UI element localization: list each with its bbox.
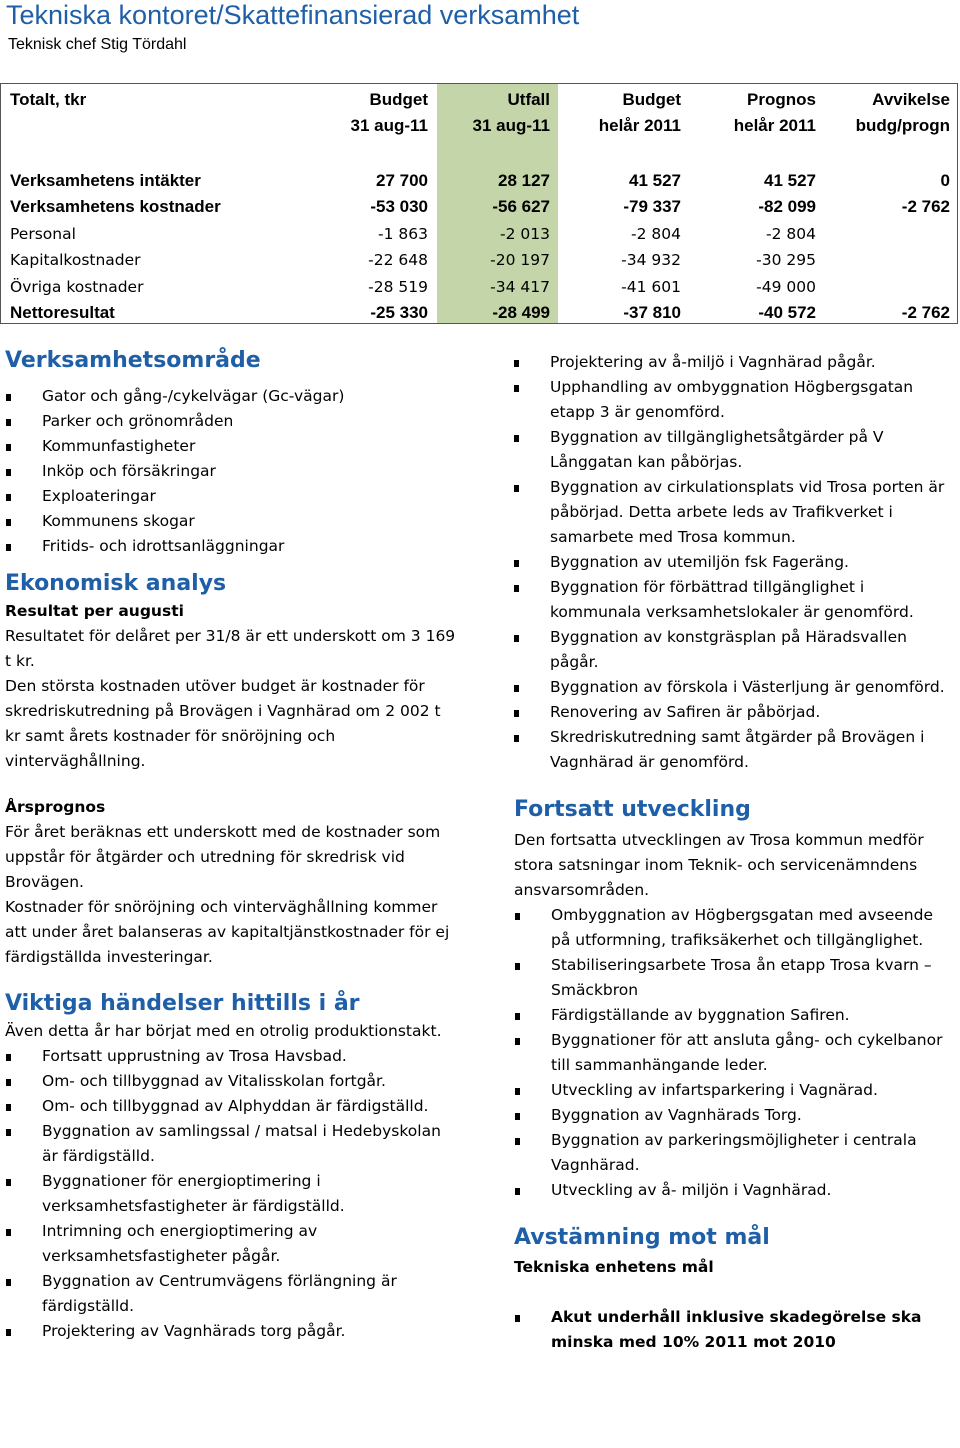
list-item: Om- och tillbyggnad av Alphyddan är färdigställd. <box>5 1094 460 1119</box>
table-cell: -30 295 <box>756 251 816 269</box>
bullet-icon <box>514 710 519 717</box>
list-item: Byggnation av cirkulationsplats vid Trosa porten är påbörjad. Detta arbete leds av Trafikverket i samarbete med Trosa kommun. <box>513 475 954 550</box>
verksamhet-heading: Verksamhetsområde <box>5 348 261 373</box>
resultat-text-2: Den största kostnaden utöver budget är kostnader för skredriskutredning på Brovägen i Vagnhärad om 2 002 t kr samt årets kostnader för snöröjning och vinterväghållning. <box>5 677 441 770</box>
header-cell: 31 aug-11 <box>350 116 428 135</box>
bullet-icon <box>515 1113 520 1120</box>
budget-table <box>0 83 960 326</box>
row-label: Nettoresultat <box>10 303 115 322</box>
table-cell: 28 127 <box>498 171 550 190</box>
resultat-heading: Resultat per augusti <box>5 602 184 620</box>
table-header-row-2 <box>0 113 960 139</box>
row-label: Övriga kostnader <box>10 278 144 296</box>
bullet-icon <box>6 1229 11 1236</box>
list-item: Parker och grönområden <box>5 409 460 434</box>
table-row <box>0 168 960 194</box>
row-label: Personal <box>10 225 76 243</box>
list-item: Byggnation av tillgänglighetsåtgärder på V Långgatan kan påbörjas. <box>513 425 954 475</box>
viktiga-intro: Även detta år har börjat med en otrolig produktionstakt. <box>5 1022 442 1040</box>
list-item: Byggnation av Vagnhärads Torg. <box>514 1103 954 1128</box>
bullet-icon <box>6 1279 11 1286</box>
list-item: Byggnation av Centrumvägens förlängning är färdigställd. <box>5 1269 460 1319</box>
prognos-text-2: Kostnader för snöröjning och vinterväghållning kommer att under året balanseras av kapitaltjänstkostnader för ej färdigställda investeringar. <box>5 898 450 966</box>
bullet-icon <box>6 1104 11 1111</box>
header-cell: helår 2011 <box>733 116 816 135</box>
projects-list <box>513 350 954 775</box>
mal-list <box>514 1305 954 1355</box>
list-item: Färdigställande av byggnation Safiren. <box>514 1003 954 1028</box>
list-item: Gator och gång-/cykelvägar (Gc-vägar) <box>5 384 460 409</box>
fortsatt-heading: Fortsatt utveckling <box>514 797 751 822</box>
list-item: Projektering av Vagnhärads torg pågår. <box>5 1319 460 1344</box>
header-cell: Budget <box>369 90 428 109</box>
bullet-icon <box>515 1315 520 1322</box>
table-cell: -2 762 <box>901 197 950 216</box>
bullet-icon <box>515 1013 520 1020</box>
table-cell: -22 648 <box>368 251 428 269</box>
row-label: Kapitalkostnader <box>10 251 141 269</box>
list-item: Byggnationer för energioptimering i verksamhetsfastigheter är färdigställd. <box>5 1169 460 1219</box>
bullet-icon <box>6 1079 11 1086</box>
list-item: Stabiliseringsarbete Trosa ån etapp Trosa kvarn – Smäckbron <box>514 953 954 1003</box>
mal-heading: Tekniska enhetens mål <box>514 1258 714 1276</box>
table-cell: -2 804 <box>631 225 681 243</box>
header-cell: Totalt, tkr <box>10 90 87 109</box>
header-cell: Budget <box>622 90 681 109</box>
list-item: Fritids- och idrottsanläggningar <box>5 534 460 559</box>
table-row <box>0 300 960 326</box>
bullet-icon <box>6 494 11 501</box>
row-label: Verksamhetens intäkter <box>10 171 201 190</box>
bullet-icon <box>515 1188 520 1195</box>
table-cell: -28 519 <box>368 278 428 296</box>
table-cell: -37 810 <box>623 303 681 322</box>
table-cell: -1 863 <box>378 225 428 243</box>
list-item: Akut underhåll inklusive skadegörelse ska minska med 10% 2011 mot 2010 <box>514 1305 954 1355</box>
table-cell: -41 601 <box>621 278 681 296</box>
list-item: Byggnation av utemiljön fsk Fageräng. <box>513 550 954 575</box>
bullet-icon <box>515 1088 520 1095</box>
table-cell: -25 330 <box>370 303 428 322</box>
list-item: Renovering av Safiren är påbörjad. <box>513 700 954 725</box>
table-cell: -79 337 <box>623 197 681 216</box>
row-label: Verksamhetens kostnader <box>10 197 221 216</box>
list-item: Byggnation av parkeringsmöjligheter i centrala Vagnhärad. <box>514 1128 954 1178</box>
table-cell: -2 762 <box>901 303 950 322</box>
list-item: Kommunfastigheter <box>5 434 460 459</box>
table-row <box>0 221 960 247</box>
bullet-icon <box>6 1179 11 1186</box>
header-cell: 31 aug-11 <box>472 116 550 135</box>
table-row <box>0 274 960 300</box>
list-item: Byggnation av konstgräsplan på Häradsvallen pågår. <box>513 625 954 675</box>
bullet-icon <box>514 635 519 642</box>
bullet-icon <box>514 360 519 367</box>
header-cell: helår 2011 <box>598 116 681 135</box>
table-row <box>0 247 960 273</box>
list-item: Byggnationer för att ansluta gång- och cykelbanor till sammanhängande leder. <box>514 1028 954 1078</box>
table-cell: -28 499 <box>492 303 550 322</box>
table-cell: 41 527 <box>629 171 681 190</box>
bullet-icon <box>515 1038 520 1045</box>
list-item: Ombyggnation av Högbergsgatan med avseende på utformning, trafiksäkerhet och tillgänglighet. <box>514 903 954 953</box>
table-cell: -2 013 <box>500 225 550 243</box>
prognos-text-1: För året beräknas ett underskott med de kostnader som uppstår för åtgärder och utredning för skredrisk vid Brovägen. <box>5 823 441 891</box>
table-cell: 41 527 <box>764 171 816 190</box>
table-cell: -2 804 <box>766 225 816 243</box>
avstamning-heading: Avstämning mot mål <box>514 1225 770 1250</box>
list-item: Intrimning och energioptimering av verksamhetsfastigheter pågår. <box>5 1219 460 1269</box>
bullet-icon <box>515 1138 520 1145</box>
bullet-icon <box>515 913 520 920</box>
bullet-icon <box>6 419 11 426</box>
table-cell: 0 <box>940 171 950 190</box>
bullet-icon <box>514 685 519 692</box>
table-cell: 27 700 <box>376 171 428 190</box>
ekonomisk-heading: Ekonomisk analys <box>5 571 227 596</box>
bullet-icon <box>6 1129 11 1136</box>
viktiga-list <box>5 1044 460 1344</box>
header-cell: Avvikelse <box>872 90 950 109</box>
list-item: Exploateringar <box>5 484 460 509</box>
table-cell: -82 099 <box>758 197 816 216</box>
list-item: Byggnation av samlingssal / matsal i Hedebyskolan är färdigställd. <box>5 1119 460 1169</box>
table-cell: -53 030 <box>370 197 428 216</box>
bullet-icon <box>514 485 519 492</box>
table-border-top <box>0 83 958 84</box>
table-row <box>0 194 960 220</box>
bullet-icon <box>514 435 519 442</box>
page-subtitle: Teknisk chef Stig Tördahl <box>8 36 187 53</box>
page-title: Tekniska kontoret/Skattefinansierad verksamhet <box>6 0 580 30</box>
bullet-icon <box>514 735 519 742</box>
table-header-row-1 <box>0 87 960 113</box>
table-cell: -34 932 <box>621 251 681 269</box>
bullet-icon <box>6 444 11 451</box>
viktiga-heading: Viktiga händelser hittills i år <box>5 991 360 1016</box>
list-item: Byggnation av förskola i Västerljung är genomförd. <box>513 675 954 700</box>
bullet-icon <box>6 469 11 476</box>
table-cell: -34 417 <box>490 278 550 296</box>
list-item: Byggnation för förbättrad tillgänglighet i kommunala verksamhetslokaler är genomförd. <box>513 575 954 625</box>
table-cell: -40 572 <box>758 303 816 322</box>
list-item: Projektering av å-miljö i Vagnhärad pågår. <box>513 350 954 375</box>
table-cell: -20 197 <box>490 251 550 269</box>
bullet-icon <box>514 385 519 392</box>
bullet-icon <box>514 585 519 592</box>
table-cell: -56 627 <box>492 197 550 216</box>
bullet-icon <box>6 1054 11 1061</box>
bullet-icon <box>6 544 11 551</box>
bullet-icon <box>6 519 11 526</box>
list-item: Skredriskutredning samt åtgärder på Brovägen i Vagnhärad är genomförd. <box>513 725 954 775</box>
verksamhet-list <box>5 384 460 559</box>
resultat-text-1: Resultatet för delåret per 31/8 är ett underskott om 3 169 t kr. <box>5 627 456 670</box>
right-column <box>514 350 954 1355</box>
bullet-icon <box>6 394 11 401</box>
list-item: Fortsatt upprustning av Trosa Havsbad. <box>5 1044 460 1069</box>
bullet-icon <box>6 1329 11 1336</box>
header-cell: budg/progn <box>855 116 950 135</box>
list-item: Utveckling av infartsparkering i Vagnärad. <box>514 1078 954 1103</box>
left-column <box>5 346 460 1344</box>
fortsatt-list <box>514 903 954 1203</box>
bullet-icon <box>515 963 520 970</box>
list-item: Inköp och försäkringar <box>5 459 460 484</box>
list-item: Utveckling av å- miljön i Vagnhärad. <box>514 1178 954 1203</box>
list-item: Upphandling av ombyggnation Högbergsgatan etapp 3 är genomförd. <box>513 375 954 425</box>
table-cell: -49 000 <box>756 278 816 296</box>
bullet-icon <box>514 560 519 567</box>
prognos-heading: Årsprognos <box>5 798 106 816</box>
header-cell: Utfall <box>507 90 550 109</box>
list-item: Om- och tillbyggnad av Vitalisskolan fortgår. <box>5 1069 460 1094</box>
fortsatt-intro: Den fortsatta utvecklingen av Trosa kommun medför stora satsningar inom Teknik- och servicenämndens ansvarsområden. <box>514 831 924 899</box>
header-cell: Prognos <box>747 90 816 109</box>
list-item: Kommunens skogar <box>5 509 460 534</box>
